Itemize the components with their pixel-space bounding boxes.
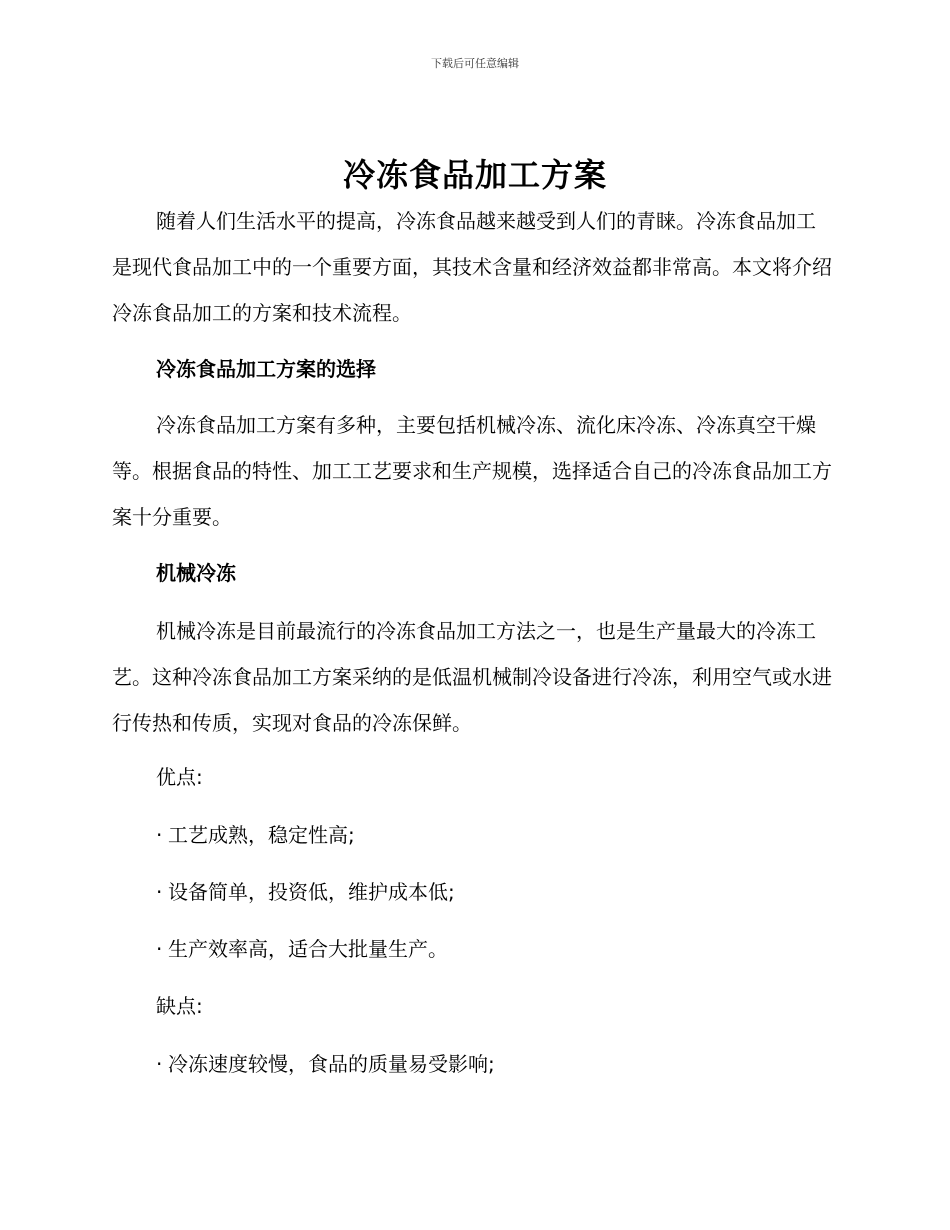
list-item	[156, 877, 455, 907]
intro-paragraph: 随着人们生活水平的提高，冷冻食品越来越受到人们的青睐。冷冻食品加工是现代食品加工中的一个重要方面，其技术含量和经济效益都非常高。本文将介绍冷冻食品加工的方案和技术流程。	[112, 209, 832, 325]
list-item-text: 生产效率高，适合大批量生产。	[168, 937, 448, 961]
list-item-text: 冷冻速度较慢，食品的质量易受影响;	[168, 1052, 495, 1076]
list-item-text: 设备简单，投资低，维护成本低;	[168, 880, 455, 904]
bullet-dot: ·	[156, 823, 163, 847]
section-heading-mechanical: 机械冷冻	[156, 561, 236, 585]
header-note: 下载后可任意编辑	[431, 57, 519, 70]
list-item-text: 工艺成熟，稳定性高;	[168, 823, 355, 847]
list-item	[156, 1049, 495, 1079]
section-heading-choice: 冷冻食品加工方案的选择	[156, 357, 376, 381]
bullet-dot: ·	[156, 880, 163, 904]
section-body-mechanical: 机械冷冻是目前最流行的冷冻食品加工方法之一，也是生产量最大的冷冻工艺。这种冷冻食品加工方案采纳的是低温机械制冷设备进行冷冻，利用空气或水进行传热和传质，实现对食品的冷冻保鲜。	[112, 619, 832, 735]
list-item	[156, 934, 448, 964]
document-title: 冷冻食品加工方案	[342, 156, 607, 194]
section-body-choice: 冷冻食品加工方案有多种，主要包括机械冷冻、流化床冷冻、冷冻真空干燥等。根据食品的特性、加工工艺要求和生产规模，选择适合自己的冷冻食品加工方案十分重要。	[112, 413, 832, 529]
bullet-dot: ·	[156, 937, 163, 961]
list-item	[156, 820, 355, 850]
pros-label: 优点:	[156, 765, 203, 789]
bullet-dot: ·	[156, 1052, 163, 1076]
cons-label: 缺点:	[156, 994, 203, 1018]
